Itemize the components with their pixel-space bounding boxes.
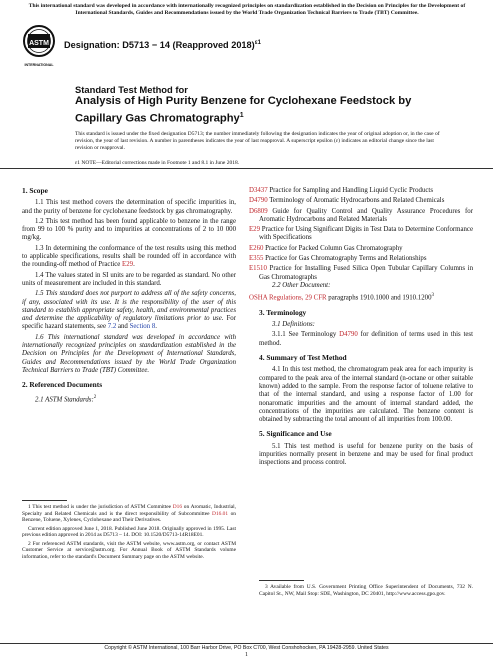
reference-title: Practice for Sampling and Handling Liquid Cyclic Products	[267, 187, 434, 194]
reference-code-link[interactable]: D6809	[249, 207, 268, 215]
designation: Designation: D5713 − 14 (Reapproved 2018)$^{\varepsilon 1}$	[64, 40, 261, 51]
footnotes-left	[22, 504, 236, 562]
para-1-3: 1.3 In determining the conformance of the test results using this method to applicable specifications, results shall be rounded off in accordance with the rounding-off method of Practice E29.	[22, 244, 236, 269]
link-d16[interactable]: D16	[172, 504, 183, 510]
para-2-1: 2.1 ASTM Standards:$^2$	[35, 394, 97, 403]
left-column	[22, 187, 236, 404]
para-2-2: 2.2 Other Document:	[272, 281, 331, 289]
document-title	[75, 84, 435, 126]
reference-title: Practice for Installing Fused Silica Open Tubular Capillary Columns in Gas Chromatographs	[259, 265, 473, 281]
reference-list	[249, 187, 473, 282]
right-column	[249, 187, 473, 468]
reference-code-link[interactable]: E355	[249, 255, 264, 263]
link-7-2[interactable]: 7.2	[107, 323, 117, 331]
footnote-3: 3 Available from U.S. Government Printing Office Superintendent of Documents, 732 N. Capitol St., NW, Mail Stop: SDE, Washington, DC 20401, http://www.access.gpo.gov.	[259, 584, 473, 597]
para-3-1: 3.1 Definitions:	[272, 321, 315, 329]
reference-item	[249, 207, 473, 225]
para-4-1: 4.1 In this test method, the chromatogram peak area for each impurity is compared to the peak area of the internal standard (n-octane or other suitable known) added to the sample. From the response factor of toluene relative to that of the internal standard, and using a response factor of 1.00 for nonaromatic impurities and the amount of internal standard added, the concentrations of the impurities are calculated. The benzene content is obtained by subtracting the total amount of all impurities from 100.00.	[259, 366, 473, 424]
link-osha[interactable]: OSHA Regulations, 29 CFR	[249, 294, 327, 302]
title-line-1: Standard Test Method for	[75, 84, 188, 95]
reference-title: Practice for Using Significant Digits in Test Data to Determine Conformance with Specifications	[259, 226, 473, 242]
link-d4790[interactable]: D4790	[339, 331, 358, 339]
osha-reference: OSHA Regulations, 29 CFR paragraphs 1910.1000 and 1910.1200$^3$	[249, 293, 434, 302]
section-1-heading: 1. Scope	[22, 186, 48, 195]
tbt-notice: This international standard was developed in accordance with internationally recognized principles on standardization established in the Decision on Principles for the Development of International Standards, Guides and Recommendations issued by the World Trade Organization Technical Barriers to Trade (TBT) Committee.	[28, 3, 466, 16]
header-divider	[0, 168, 493, 169]
para-1-5: 1.5 This standard does not purport to address all of the safety concerns, if any, associated with its use. It is the responsibility of the user of this standard to establish appropriate safety, health, and environmental practices and determine the applicability of regulatory limitations prior to use. For specific hazard statements, see 7.2 and Section 8.	[22, 290, 237, 331]
page-number: 1	[245, 652, 248, 658]
reference-code-link[interactable]: E29	[249, 226, 261, 234]
footnote-divider-right	[259, 580, 304, 581]
section-4-heading: 4. Summary of Test Method	[259, 353, 347, 363]
reference-title: Practice for Gas Chromatography Terms and Relationships	[263, 255, 427, 263]
section-5-heading: 5. Significance and Use	[259, 429, 332, 439]
reference-title: Practice for Packed Column Gas Chromatography	[263, 244, 403, 252]
reference-code-link[interactable]: D4790	[249, 197, 268, 205]
reference-item	[249, 187, 473, 195]
footnotes-right	[259, 584, 473, 599]
para-1-6: 1.6 This international standard was developed in accordance with internationally recognized principles on standardization established in the Decision on Principles for the Development of International Standards, Guides and Recommendations issued by the World Trade Organization Technical Barriers to Trade (TBT) Committee.	[22, 333, 236, 374]
para-1-1: 1.1 This test method covers the determination of specific impurities in, and the purity of benzene for cyclohexane feedstock by gas chromatography.	[22, 199, 236, 215]
para-1-4: 1.4 The values stated in SI units are to be regarded as standard. No other units of measurement are included in this standard.	[22, 271, 236, 287]
footer-divider	[0, 643, 493, 644]
reference-item	[249, 244, 473, 253]
astm-logo-icon	[22, 24, 56, 70]
svg-text:ASTM: ASTM	[29, 40, 49, 47]
reference-item	[249, 265, 473, 282]
reference-code-link[interactable]: D3437	[249, 187, 268, 194]
reference-item	[249, 226, 473, 243]
title-line-2: Analysis of High Purity Benzene for Cyclohexane Feedstock by Capillary Gas Chromatography$^1$	[75, 95, 412, 125]
reference-title: Guide for Quality Control and Quality Assurance Procedures for Aromatic Hydrocarbons and Related Materials	[259, 207, 473, 223]
footnote-1: 1 This test method is under the jurisdiction of ASTM Committee D16 on Aromatic, Industrial, Specialty and Related Chemicals and is the direct responsibility of Subcommittee D16.01 on Benzene, Toluene, Xylenes, Cyclohexane and Their Derivatives.	[22, 504, 236, 524]
astm-logo	[22, 24, 56, 70]
footnote-1-edition: Current edition approved June 1, 2018. Published June 2018. Originally approved in 1995. Last previous edition approved in 2014 as D5713 – 14. DOI: 10.1520/D5713-14R18E01.	[22, 525, 236, 539]
link-e29[interactable]: E29	[122, 261, 134, 269]
svg-text:INTERNATIONAL: INTERNATIONAL	[24, 63, 54, 67]
footnote-divider-left	[22, 500, 67, 501]
reference-item	[249, 197, 473, 205]
editorial-note: ε1 NOTE—Editorial corrections made in Footnote 1 and 8.1 in June 2018.	[75, 160, 240, 166]
reference-item	[249, 255, 473, 263]
section-2-heading: 2. Referenced Documents	[22, 380, 103, 390]
issue-statement: This standard is issued under the fixed designation D5713; the number immediately following the designation indicates the year of original adoption or, in the case of revision, the year of last revision. A number in parentheses indicates the year of last reapproval. A superscript epsilon (ε) indicates an editorial change since the last revision or reapproval.	[75, 131, 440, 151]
section-3-heading: 3. Terminology	[259, 307, 307, 317]
reference-title: Terminology of Aromatic Hydrocarbons and Related Chemicals	[267, 197, 445, 205]
para-3-1-1: 3.1.1 See Terminology D4790 for definition of terms used in this test method.	[259, 331, 473, 347]
link-d16-01[interactable]: D16.01	[212, 510, 229, 517]
para-5-1: 5.1 This test method is useful for benzene purity on the basis of impurities normally present in benzene and may be used for final product inspections and process control.	[259, 442, 473, 467]
link-section-8[interactable]: Section 8	[129, 323, 156, 331]
para-1-2: 1.2 This test method has been found applicable to benzene in the range from 99 to 100 % purity and to impurities at concentrations of 2 to 10 000 mg/kg.	[22, 217, 236, 242]
footnote-2: 2 For referenced ASTM standards, visit the ASTM website, www.astm.org, or contact ASTM Customer Service at service@astm.org. For Annual Book of ASTM Standards volume information, refer to the standard's Document Summary page on the ASTM website.	[22, 540, 236, 560]
reference-code-link[interactable]: E260	[249, 244, 264, 252]
copyright-line: Copyright © ASTM International, 100 Barr Harbor Drive, PO Box C700, West Conshohocken, PA 19428-2959. United States	[104, 645, 389, 651]
reference-code-link[interactable]: E1510	[249, 265, 267, 273]
